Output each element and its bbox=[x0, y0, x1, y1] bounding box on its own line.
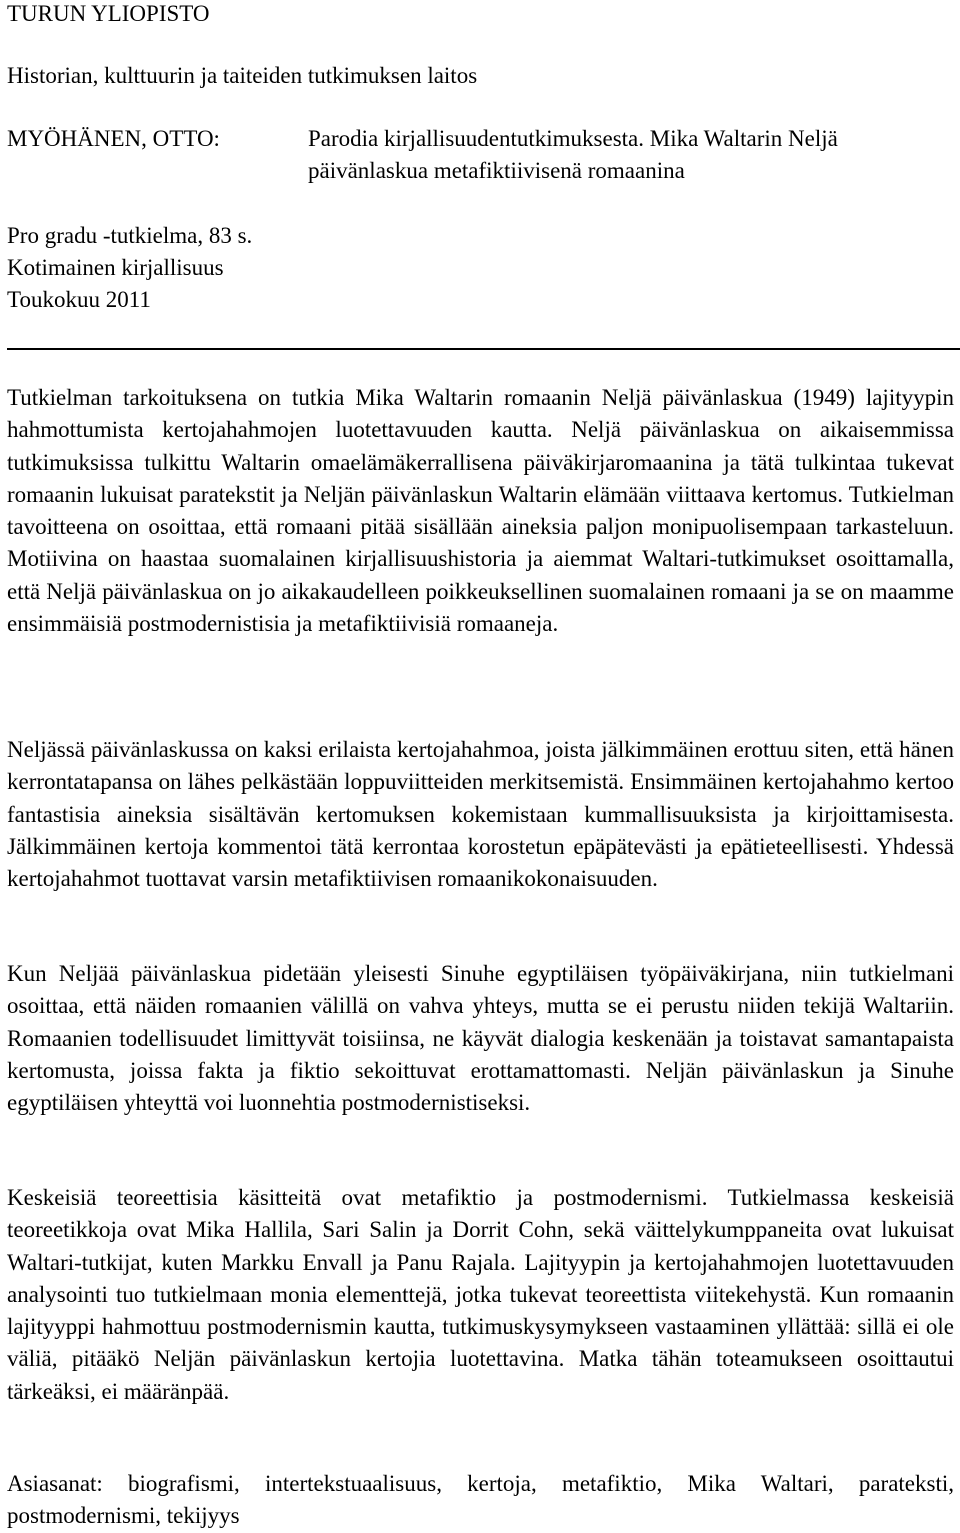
thesis-date: Toukokuu 2011 bbox=[7, 287, 151, 312]
abstract-paragraph-1: Tutkielman tarkoituksena on tutkia Mika Waltarin romaanin Neljä päivänlaskua (1949) lajityypin hahmottumista kertojahahmojen luotettavuuden kautta. Neljä päivänlaskua on aikaisemmissa tutkimuksissa tulkittu Waltarin omaelämäkerrallisena päiväkirjaromaanina ja tätä tulkintaa tukevat romaanin lukuisat paratekstit ja Neljän päivänlaskun Waltarin elämään viittaava kertomus. Tutkielman tavoitteena on osoittaa, että romaani pitää sisällään aineksia paljon monipuolisempaan tarkasteluun. Motiivina on haastaa suomalainen kirjallisuushistoria ja aiemmat Waltari-tutkimukset osoittamalla, että Neljä päivänlaskua on jo aikakaudelleen poikkeuksellinen suomalainen romaani ja se on maamme ensimmäisiä postmodernistisia ja metafiktiivisiä romaaneja. bbox=[7, 385, 954, 637]
thesis-type: Pro gradu -tutkielma, 83 s. bbox=[7, 223, 253, 248]
abstract-paragraph-3: Kun Neljää päivänlaskua pidetään yleisesti Sinuhe egyptiläisen työpäiväkirjana, niin tutkielmani osoittaa, että näiden romaanien välillä on vahva yhteys, mutta se ei perustu niiden tekijä Waltariin. Romaanien todellisuudet limittyvät toisiinsa, ne käyvät dialogia keskenään ja toistavat samantapaista kertomusta, joissa fakta ja fiktio sekoittuvat erottamattomasti. Neljän päivänlaskun ja Sinuhe egyptiläisen yhteyttä voi luonnehtia postmodernistiseksi. bbox=[7, 961, 954, 1116]
divider bbox=[7, 348, 960, 350]
department-name: Historian, kulttuurin ja taiteiden tutkimuksen laitos bbox=[7, 63, 478, 88]
thesis-title: Parodia kirjallisuudentutkimuksesta. Mika Waltarin Neljä päivänlaskua metafiktiivisenä romaanina bbox=[308, 126, 838, 183]
subject: Kotimainen kirjallisuus bbox=[7, 255, 224, 280]
university-name: TURUN YLIOPISTO bbox=[7, 1, 210, 26]
author-name: MYÖHÄNEN, OTTO: bbox=[7, 126, 220, 151]
abstract-paragraph-2: Neljässä päivänlaskussa on kaksi erilaista kertojahahmoa, joista jälkimmäinen erottuu siten, että hänen kerrontatapansa on lähes pelkästään loppuviitteiden merkitsemistä. Ensimmäinen kertojahahmo kertoo fantastisia aineksia sisältävän kertomuksen kokemistaan kummallisuuksista ja kirjoittamisesta. Jälkimmäinen kertoja kommentoi tätä kerrontaa korostetun epäpätevästi ja epätieteellisesti. Yhdessä kertojahahmot tuottavat varsin metafiktiivisen romaanikokonaisuuden. bbox=[7, 737, 954, 892]
keywords: Asiasanat: biografismi, intertekstuaalisuus, kertoja, metafiktio, Mika Waltari, parateksti, postmodernismi, tekijyys bbox=[7, 1471, 954, 1529]
abstract-paragraph-4: Keskeisiä teoreettisia käsitteitä ovat metafiktio ja postmodernismi. Tutkielmassa keskeisiä teoreetikkoja ovat Mika Hallila, Sari Salin ja Dorrit Cohn, sekä väittelykumppaneita ovat lukuisat Waltari-tutkijat, kuten Markku Envall ja Panu Rajala. Lajityypin ja kertojahahmojen luotettavuuden analysointi tuo tutkielmaan monia elementtejä, jotka tukevat teoreettista viitekehystä. Kun romaanin lajityyppi hahmottuu postmodernismin kautta, tutkimuskysymykseen vastaaminen yllättää: sillä ei ole väliä, pitääkö Neljän päivänlaskun kertojia luotettavina. Matka tähän toteamukseen osoittautui tärkeäksi, ei määränpää. bbox=[7, 1185, 954, 1404]
